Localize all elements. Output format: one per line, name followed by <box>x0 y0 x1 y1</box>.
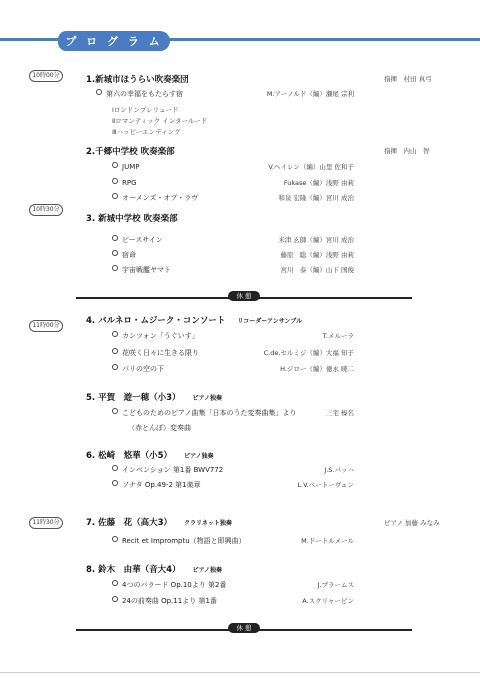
bullet-icon <box>112 408 118 414</box>
page-title: プ ロ グ ラ ム <box>65 35 163 48</box>
item-title: 宇宙戦艦ヤマト <box>122 266 171 274</box>
bullet-icon <box>112 178 118 184</box>
bullet-icon <box>112 596 118 602</box>
program-item <box>112 235 163 245</box>
item-credit: 和泉 宏隆（編）宮川 成治 <box>278 194 354 202</box>
item-credit: J.S.バッハ <box>324 466 354 474</box>
performance-type: クラリネット独奏 <box>184 520 232 527</box>
program-item <box>112 178 137 187</box>
item-title: 花咲く日々に生きる限り <box>122 349 199 357</box>
performer-name: 5. 平賀 遊一穂（小3） <box>86 393 181 403</box>
item-credit: A.スクリャービン <box>302 597 354 605</box>
conductor: 指揮 内山 智 <box>384 147 430 155</box>
item-title: Recit et Impromptu（物語と即興曲） <box>122 537 246 545</box>
intermission-badge: 休 憩 <box>228 291 260 301</box>
program-item <box>112 465 223 475</box>
item-credit: J.ブラームス <box>317 581 354 589</box>
accompanist: ピアノ 加藤 みなみ <box>384 519 440 527</box>
performance-type: ピアノ独奏 <box>184 453 214 460</box>
bullet-icon <box>96 89 102 95</box>
item-title: こどものためのピアノ曲集「日本のうた変奏曲集」より <box>122 409 297 417</box>
movement: Ⅰロンドンプレリュード <box>112 106 179 114</box>
item-credit: 藤原 聡（編）浅野 由莉 <box>280 251 354 259</box>
bullet-icon <box>112 465 118 471</box>
program-item <box>112 536 246 546</box>
bullet-icon <box>112 235 118 241</box>
program-item <box>112 596 217 606</box>
item-credit: V.ヘイレン（編）山里 佐和子 <box>268 163 354 171</box>
item-title: RPG <box>122 179 137 187</box>
program-item <box>112 250 136 260</box>
item-title: 4つのバラード Op.10より 第2番 <box>122 581 227 589</box>
item-title: パリの空の下 <box>122 365 164 373</box>
item-credit: H.ジロー（編）徳永 暁二 <box>280 365 354 373</box>
item-title: JUMP <box>122 163 140 171</box>
bullet-icon <box>112 331 118 337</box>
performer-name: 7. 佐藤 花（高大3） <box>86 518 173 528</box>
bullet-icon <box>112 364 118 370</box>
bullet-icon <box>112 193 118 199</box>
item-credit: T.メルーラ <box>322 332 354 340</box>
conductor: 指揮 村田 真弓 <box>384 75 432 83</box>
movement: Ⅲハッピーエンディング <box>112 128 181 136</box>
section-title: 1.新城市ほうらい吹奏楽団 <box>86 75 189 85</box>
item-title: ピースサイン <box>122 236 163 244</box>
item-title: 第六の幸福をもたらす宿 <box>106 90 183 98</box>
item-credit: 宮川 泰（編）山下 国俊 <box>280 266 354 274</box>
section-title <box>86 449 214 461</box>
intermission-badge: 休 憩 <box>228 623 260 633</box>
section-title <box>86 391 222 403</box>
item-title: カンツォン「うぐいす」 <box>122 332 199 340</box>
section-title: 2.千郷中学校 吹奏楽部 <box>86 147 175 157</box>
item-title: インベンション 第1番 BWV772 <box>122 466 224 474</box>
item-credit: C.de.セルミジ（編）大福 知子 <box>263 349 354 357</box>
bullet-icon <box>112 265 118 271</box>
item-subtitle: （赤とんぼ）変奏曲 <box>128 424 191 432</box>
performance-type: リコーダーアンサンブル <box>237 318 303 325</box>
bullet-icon <box>112 480 118 486</box>
section-title <box>86 314 302 326</box>
program-item <box>112 480 201 490</box>
bullet-icon <box>112 348 118 354</box>
time-badge: 10時00分 <box>29 70 63 82</box>
time-badge: 11時30分 <box>29 517 63 529</box>
time-badge: 10時30分 <box>29 204 63 216</box>
bullet-icon <box>112 250 118 256</box>
program-item <box>112 162 139 171</box>
performer-name: 6. 松崎 悠華（小5） <box>86 451 173 461</box>
program-item <box>112 331 199 341</box>
page-divider <box>0 672 480 673</box>
program-item <box>112 348 199 358</box>
bullet-icon <box>112 580 118 586</box>
item-title: 宿命 <box>122 251 136 259</box>
performance-type: ピアノ独奏 <box>192 395 223 402</box>
time-badge: 11時00分 <box>29 320 63 332</box>
program-item <box>112 580 226 590</box>
item-credit: M.ドートルメール <box>301 537 354 545</box>
performance-type: ピアノ独奏 <box>192 567 223 574</box>
performer-name: 8. 鈴木 由華（音大4） <box>86 565 181 575</box>
program-item <box>96 89 183 99</box>
section-title <box>86 563 222 575</box>
item-credit: M.アーノルド（編）瀬尾 宗利 <box>266 90 354 98</box>
program-item <box>112 265 171 275</box>
item-credit: 三宅 榛名 <box>325 409 354 417</box>
program-item <box>112 364 164 374</box>
item-title: ソナタ Op.49-2 第1楽章 <box>122 481 201 489</box>
program-item <box>112 193 198 203</box>
program-item <box>112 408 296 418</box>
section-title <box>86 516 232 528</box>
bullet-icon <box>112 536 118 542</box>
item-credit: 米津 玄師（編）宮川 成治 <box>278 236 354 244</box>
movement: Ⅱロマンティック インタールード <box>112 117 208 125</box>
performer-name: 4. バルネロ・ムジーク・コンソート <box>86 316 226 326</box>
item-credit: Fukase（編）浅野 由莉 <box>283 179 354 187</box>
bullet-icon <box>112 162 118 168</box>
item-credit: L.V.ベートーヴェン <box>297 481 354 489</box>
section-title: 3. 新城中学校 吹奏楽部 <box>86 214 178 224</box>
item-title: オーメンズ・オブ・ラヴ <box>122 194 199 202</box>
item-title: 24の前奏曲 Op.11より 第1番 <box>122 597 217 605</box>
